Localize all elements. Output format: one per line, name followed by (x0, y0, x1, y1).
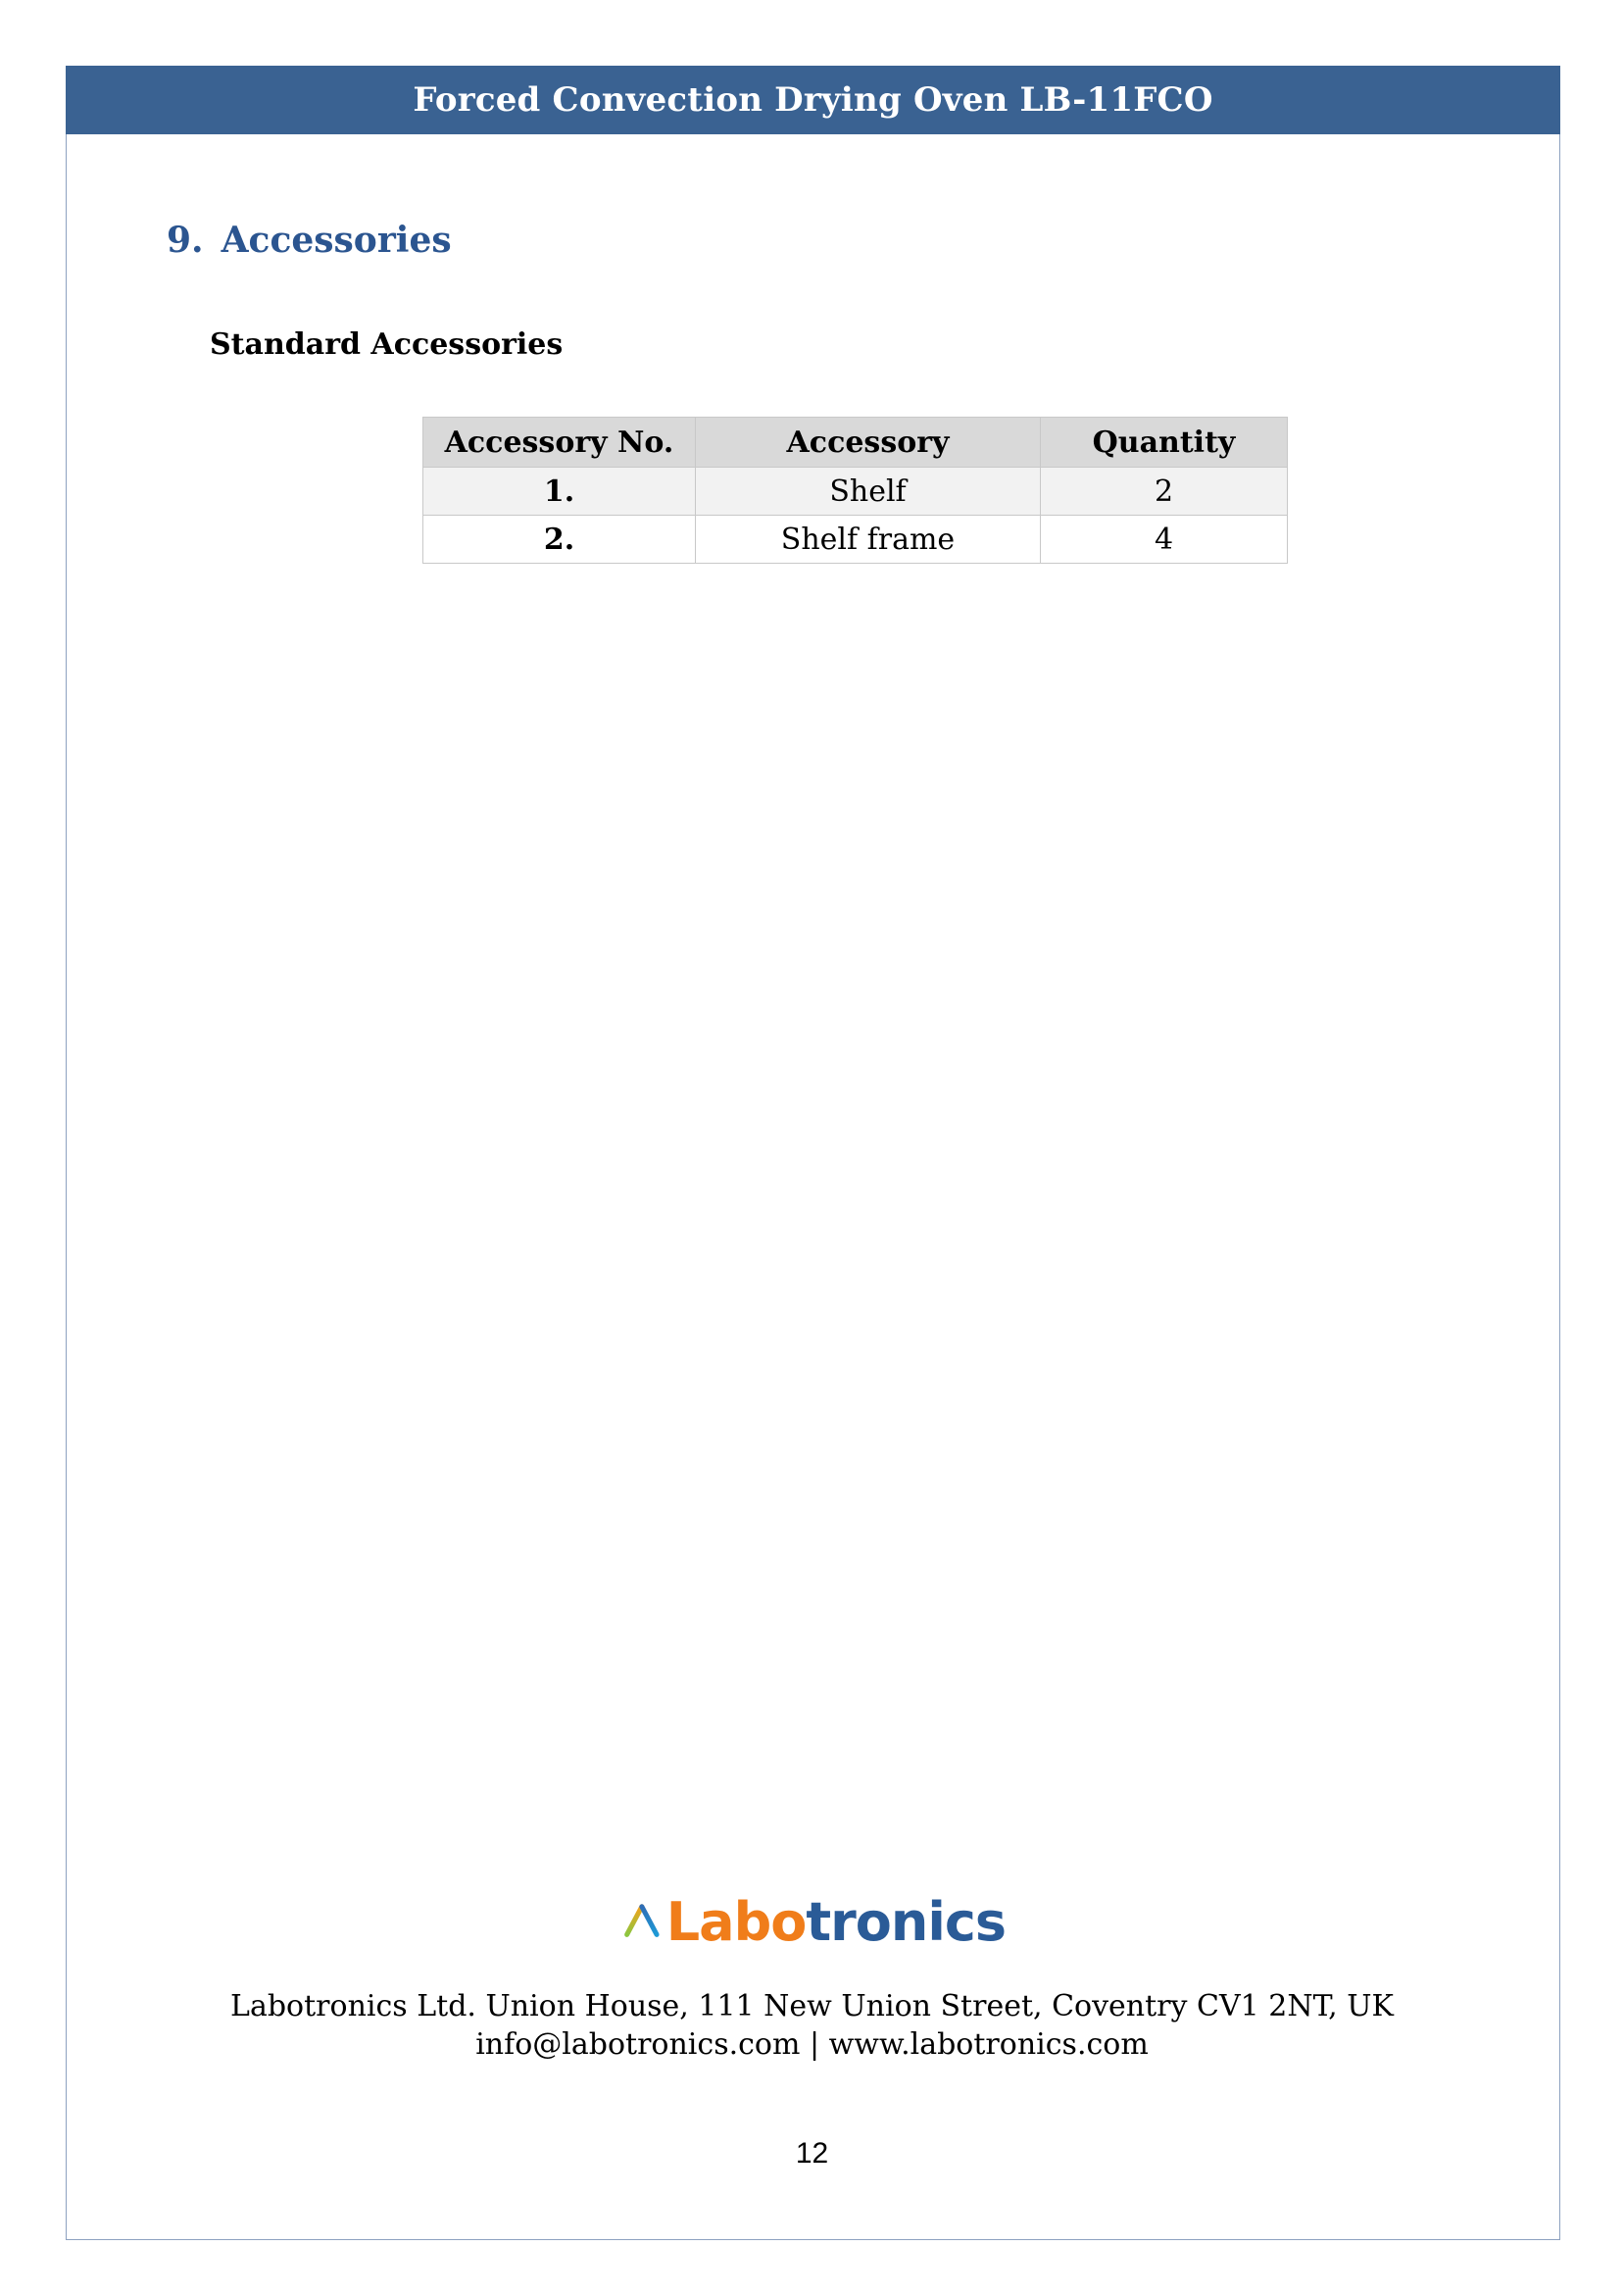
section-number: 9. (167, 220, 204, 261)
cell-accessory: Shelf frame (696, 516, 1041, 564)
company-logo (623, 1884, 1006, 1959)
column-header-quantity: Quantity (1041, 418, 1288, 468)
section-title: Accessories (221, 220, 452, 261)
table-header-row (423, 418, 1288, 468)
column-header-accessory-no: Accessory No. (423, 418, 696, 468)
triangle-logo-icon (623, 1885, 661, 1958)
table-row (423, 468, 1288, 516)
accessories-table (422, 417, 1288, 564)
cell-quantity: 2 (1041, 468, 1288, 516)
cell-accessory-no: 2. (423, 516, 696, 564)
column-header-accessory: Accessory (696, 418, 1041, 468)
footer-address: Labotronics Ltd. Union House, 111 New Union Street, Coventry CV1 2NT, UK (230, 1989, 1394, 2023)
cell-quantity: 4 (1041, 516, 1288, 564)
cell-accessory: Shelf (696, 468, 1041, 516)
section-heading (167, 220, 452, 261)
logo-wordmark: Labotronics (665, 1890, 1006, 1953)
page-number: 12 (795, 2137, 829, 2170)
footer-contact: info@labotronics.com | www.labotronics.com (475, 2027, 1149, 2062)
document-header (66, 66, 1560, 134)
cell-accessory-no: 1. (423, 468, 696, 516)
document-title: Forced Convection Drying Oven LB-11FCO (413, 80, 1213, 120)
table-row (423, 516, 1288, 564)
subsection-title: Standard Accessories (210, 327, 564, 362)
